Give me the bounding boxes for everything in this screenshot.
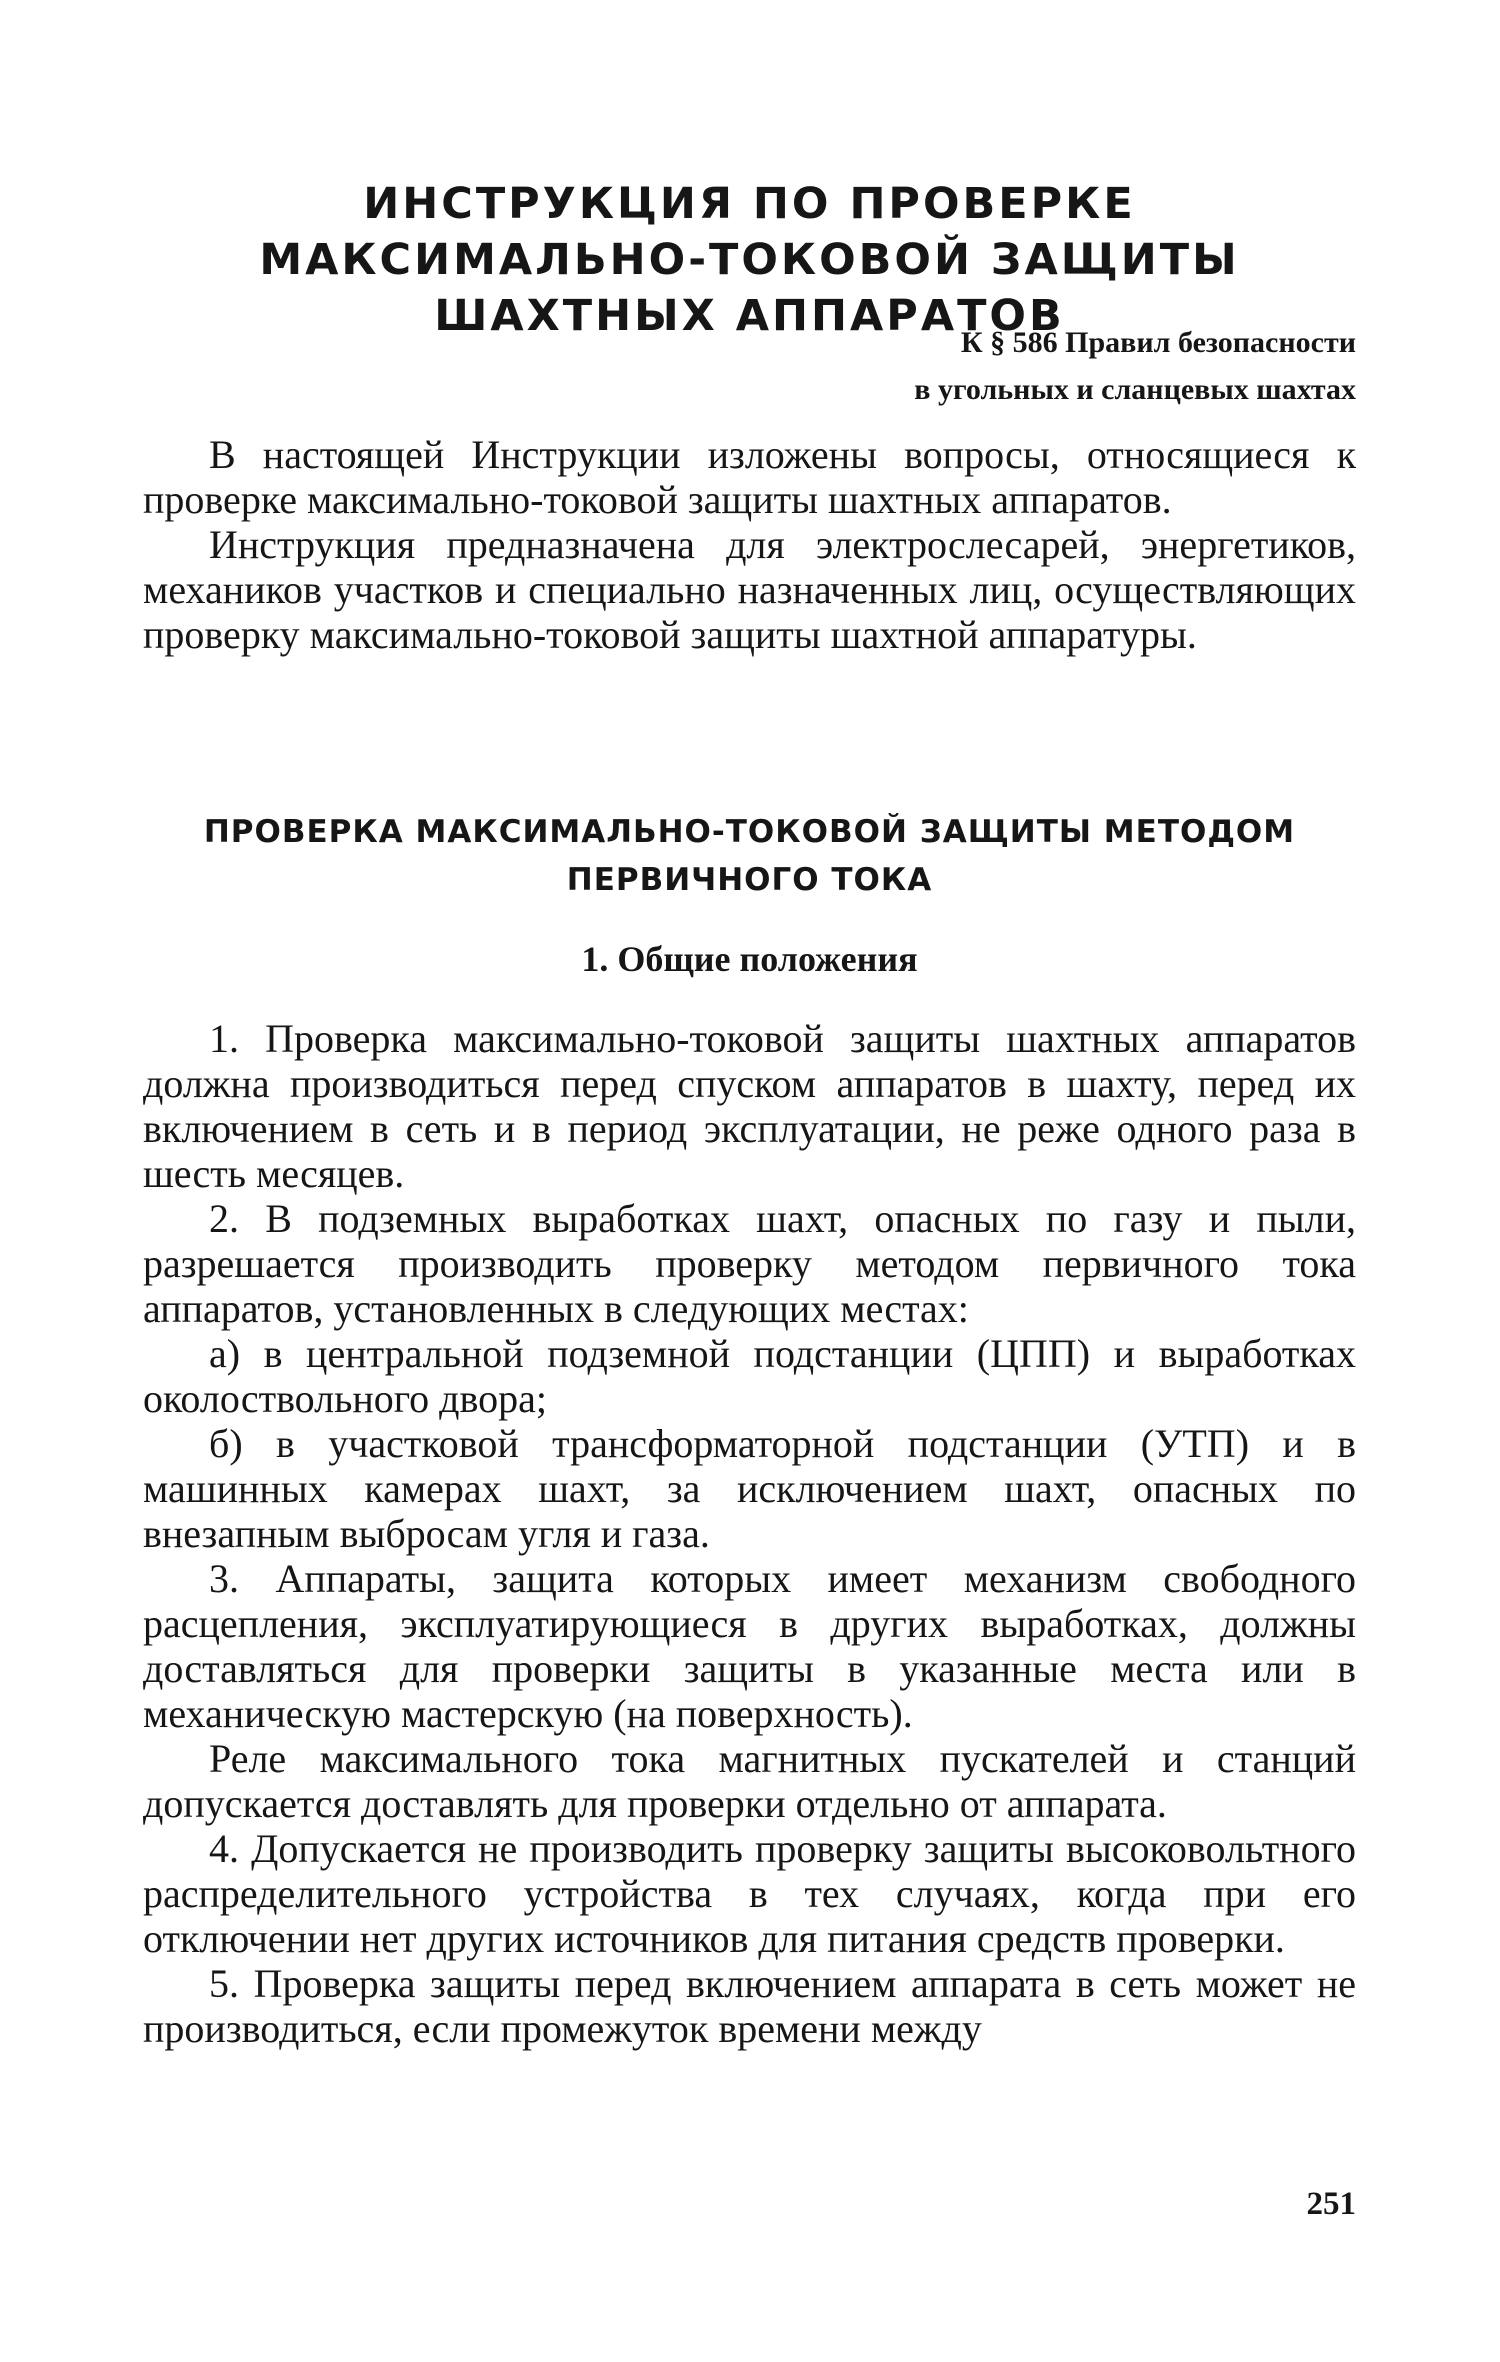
body-paragraph: 4. Допускается не производить проверку защиты высоковольтного распределительного устройства в тех случаях, когда при его отключении нет других источников для питания средств проверки. <box>143 1826 1356 1961</box>
page-number: 251 <box>1306 2186 1356 2222</box>
intro-paragraph: Инструкция предназначена для электрослесарей, энергетиков, механиков участков и специально назначенных лиц, осуществляющих проверку максимально-токовой защиты шахтной аппаратуры. <box>143 522 1356 657</box>
body-text <box>143 1016 1356 2051</box>
rule-reference-line-2: в угольных и сланцевых шахтах <box>914 373 1356 406</box>
rule-reference-line-1: К § 586 Правил безопасности <box>960 326 1356 359</box>
intro-block <box>143 432 1356 657</box>
rule-reference <box>914 319 1356 413</box>
body-paragraph: Реле максимального тока магнитных пускателей и станций допускается доставлять для проверки отдельно от аппарата. <box>143 1736 1356 1826</box>
body-paragraph: 1. Проверка максимально-токовой защиты шахтных аппаратов должна производиться перед спуском аппаратов в шахту, перед их включением в сеть и в период эксплуатации, не реже одного раза в шесть месяцев. <box>143 1016 1356 1196</box>
body-paragraph: 3. Аппараты, защита которых имеет механизм свободного расцепления, эксплуатирующиеся в других выработках, должны доставляться для проверки защиты в указанные места или в механическую мастерскую (на поверхность). <box>143 1556 1356 1736</box>
body-paragraph: 5. Проверка защиты перед включением аппарата в сеть может не производиться, если промежуток времени между <box>143 1961 1356 2051</box>
section-heading: ПРОВЕРКА МАКСИМАЛЬНО-ТОКОВОЙ ЗАЩИТЫ МЕТОДОМ ПЕРВИЧНОГО ТОКА <box>203 814 1296 898</box>
body-paragraph: 2. В подземных выработках шахт, опасных по газу и пыли, разрешается производить проверку методом первичного тока аппаратов, установленных в следующих местах: <box>143 1196 1356 1331</box>
body-paragraph: а) в центральной подземной подстанции (ЦПП) и выработках околоствольного двора; <box>143 1331 1356 1421</box>
body-paragraph: б) в участковой трансформаторной подстанции (УТП) и в машинных камерах шахт, за исключением шахт, опасных по внезапным выбросам угля и газа. <box>143 1421 1356 1556</box>
document-title: ИНСТРУКЦИЯ ПО ПРОВЕРКЕ МАКСИМАЛЬНО-ТОКОВОЙ ЗАЩИТЫ ШАХТНЫХ АППАРАТОВ <box>259 179 1240 341</box>
subsection-heading: 1. Общие положения <box>581 939 918 979</box>
intro-paragraph: В настоящей Инструкции изложены вопросы, относящиеся к проверке максимально-токовой защиты шахтных аппаратов. <box>143 432 1356 522</box>
